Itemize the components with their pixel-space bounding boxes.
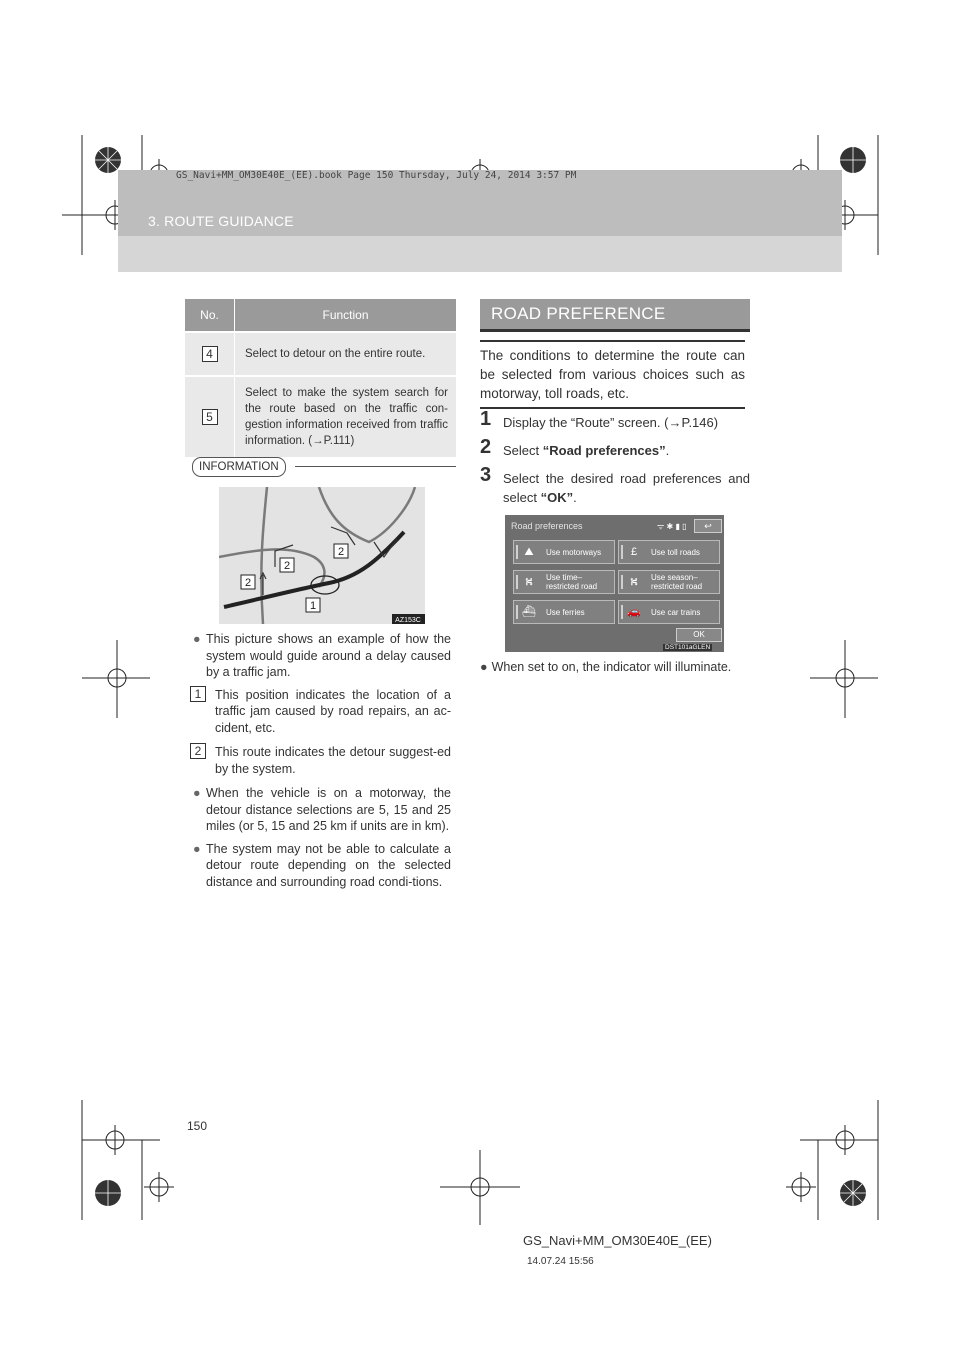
screen-header bbox=[509, 519, 720, 533]
bullet-icon: ● bbox=[193, 632, 201, 646]
info-bullet: ● The system may not be able to calculate a detour route depending on the selected distance and surrounding road condi-tions. bbox=[193, 841, 451, 889]
indicator bbox=[516, 605, 518, 619]
indicator bbox=[621, 605, 623, 619]
info-bullet: ● This picture shows an example of how the system would guide around a delay caused by a traffic jam. bbox=[193, 632, 451, 679]
screen-code: DST101aGLEN bbox=[665, 644, 711, 651]
figure-code: AZ153C bbox=[395, 617, 421, 624]
function-text: Select to make the system search for the route based on the traffic con-gestion information received from traffic information. (→P.111) bbox=[235, 376, 457, 457]
information-label: INFORMATION bbox=[192, 457, 286, 477]
road-preference-intro: The conditions to determine the route can be selected from various choices such as motorway, toll roads, etc. bbox=[480, 340, 745, 409]
car-train-icon: 🚗 bbox=[627, 606, 641, 618]
table-row bbox=[185, 376, 456, 457]
step-number: 2 bbox=[480, 436, 492, 458]
book-info-line: GS_Navi+MM_OM30E40E_(EE).book Page 150 Thursday, July 24, 2014 3:57 PM bbox=[176, 170, 577, 181]
bullet-icon: ● bbox=[193, 786, 201, 800]
season-icon: ⛕ bbox=[629, 576, 639, 588]
page-number: 150 bbox=[187, 1119, 208, 1133]
col-function-header: Function bbox=[235, 299, 457, 332]
info-bullet: ● When the vehicle is on a motorway, the detour distance selections are 5, 15 and 25 miles (or 5, 15 and 25 km if units are in km). bbox=[193, 786, 451, 833]
time-icon: ⛕ bbox=[524, 576, 534, 588]
step-item: 3 Select the desired road preferences and select “OK”. bbox=[480, 464, 750, 505]
toll-icon: £ bbox=[630, 546, 638, 558]
road-preferences-screen bbox=[505, 515, 724, 652]
use-ferries-button[interactable]: ⛴ Use ferries bbox=[513, 600, 615, 624]
step-number: 1 bbox=[480, 408, 492, 430]
number-badge: 1 bbox=[190, 686, 206, 702]
print-timestamp: 14.07.24 15:56 bbox=[527, 1256, 594, 1267]
function-text: Select to detour on the entire route. bbox=[235, 332, 457, 376]
indicator bbox=[516, 545, 518, 559]
use-toll-roads-button[interactable]: £ Use toll roads bbox=[618, 540, 720, 564]
road-preference-title: ROAD PREFERENCE bbox=[491, 304, 666, 323]
use-time-restricted-button[interactable]: ⛕ Use time– restricted road bbox=[513, 570, 615, 594]
screen-title: Road preferences bbox=[511, 521, 583, 531]
use-motorways-button[interactable]: ⛰ Use motorways bbox=[513, 540, 615, 564]
map-callout: 2 bbox=[244, 577, 252, 589]
information-rule bbox=[295, 466, 456, 467]
motorway-icon: ⛰ bbox=[524, 546, 534, 558]
indicator bbox=[621, 545, 623, 559]
numbered-note: 1 This position indicates the location of a traffic jam caused by road repairs, an ac-cident, etc. bbox=[193, 687, 451, 737]
document-id: GS_Navi+MM_OM30E40E_(EE) bbox=[523, 1233, 712, 1248]
step-number: 3 bbox=[480, 464, 492, 486]
map-callout: 2 bbox=[337, 546, 345, 558]
ok-button[interactable]: OK bbox=[676, 628, 722, 642]
indicator bbox=[621, 575, 623, 589]
number-badge: 2 bbox=[190, 743, 206, 759]
function-table bbox=[185, 299, 456, 457]
numbered-note: 2 This route indicates the detour suggest-ed by the system. bbox=[193, 744, 451, 777]
detour-map-figure bbox=[219, 487, 425, 624]
indicator-note: ● When set to on, the indicator will illuminate. bbox=[480, 660, 732, 674]
section-title: 3. ROUTE GUIDANCE bbox=[148, 213, 294, 229]
map-callout: 1 bbox=[309, 600, 317, 612]
number-badge: 5 bbox=[202, 409, 218, 425]
number-badge: 4 bbox=[202, 346, 218, 362]
indicator bbox=[516, 575, 518, 589]
map-callout: 2 bbox=[283, 560, 291, 572]
step-item: 1 Display the “Route” screen. (→P.146) bbox=[480, 408, 719, 430]
step-item: 2 Select “Road preferences”. bbox=[480, 436, 670, 458]
bullet-icon: ● bbox=[480, 660, 488, 674]
status-icons: ᯤ ✱ ▮ ▯ bbox=[657, 522, 687, 531]
information-list bbox=[193, 631, 451, 896]
back-button[interactable]: ↩ bbox=[694, 519, 722, 533]
ferry-icon: ⛴ bbox=[522, 606, 536, 618]
table-row bbox=[185, 332, 456, 376]
step-list bbox=[480, 408, 750, 516]
use-car-trains-button[interactable]: 🚗 Use car trains bbox=[618, 600, 720, 624]
col-no-header: No. bbox=[185, 299, 235, 332]
use-season-restricted-button[interactable]: ⛕ Use season– restricted road bbox=[618, 570, 720, 594]
bullet-icon: ● bbox=[193, 841, 201, 856]
